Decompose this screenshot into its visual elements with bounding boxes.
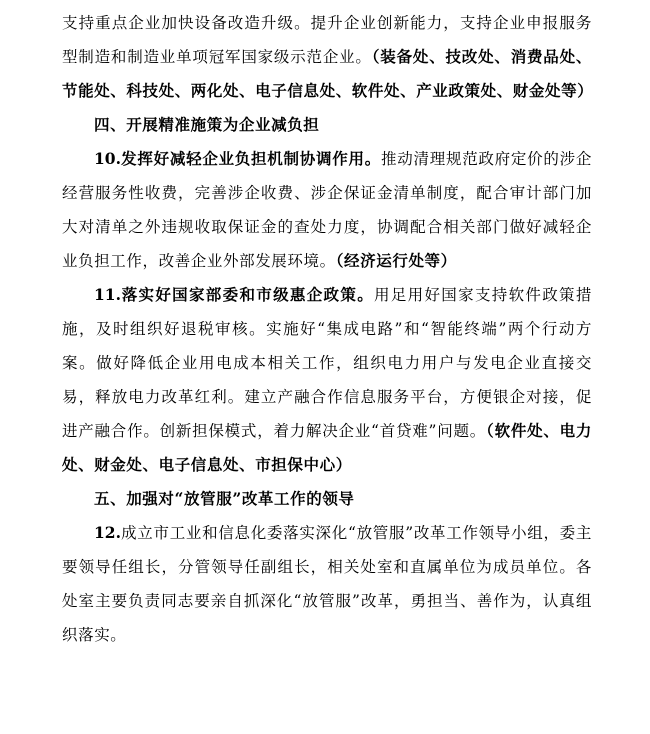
para-11 — [62, 278, 592, 482]
para-10-seg-2: 推动清理规范政府定价的涉企经营服务性收费，完善涉企收费、涉企保证金清单制度，配合审计部门加大对清单之外违规收取保证金的查处力度，协调配合相关部门做好减轻企业负担工作，改善企业外部发展环境。 — [62, 150, 592, 270]
para-10 — [62, 142, 592, 278]
heading-four-seg-0: 四、开展精准施策为企业减负担 — [94, 115, 320, 134]
para-10-seg-1: 发挥好减轻企业负担机制协调作用。 — [120, 149, 381, 168]
para-11-seg-2: 用足用好国家支持软件政策措施，及时组织好退税审核。实施好“集成电路”和“智能终端”两个行动方案。做好降低企业用电成本相关工作，组织电力用户与发电企业直接交易，释放电力改革红利。建立产融合作信息服务平台，方便银企对接，促进产融合作。创新担保模式，着力解决企业“首贷难”问题。 — [62, 286, 592, 440]
para-12-seg-0: 12. — [94, 523, 121, 542]
heading-four — [62, 108, 592, 142]
heading-five — [62, 482, 592, 516]
para-continued-1-seg-1: （装备处、技改处、消费品处、节能处、科技处、两化处、电子信息处、软件处、产业政策处、财金处等） — [62, 47, 594, 100]
para-12 — [62, 516, 592, 652]
para-12-seg-1: 成立市工业和信息化委落实深化“放管服”改革工作领导小组，委主要领导任组长，分管领导任副组长，相关处室和直属单位为成员单位。各处室主要负责同志要亲自抓深化“放管服”改革，勇担当、善作为，认真组织落实。 — [62, 524, 592, 644]
para-10-seg-3: （经济运行处等） — [335, 251, 457, 270]
para-10-seg-0: 10. — [94, 149, 121, 168]
para-11-seg-1: 落实好国家部委和市级惠企政策。 — [120, 285, 375, 304]
heading-five-seg-0: 五、加强对“放管服”改革工作的领导 — [94, 489, 355, 508]
para-continued-1-seg-0: 支持重点企业加快设备改造升级。提升企业创新能力，支持企业申报服务型制造和制造业单项冠军国家级示范企业。 — [62, 14, 592, 66]
para-11-seg-3: （软件处、电力处、财金处、电子信息处、市担保中心） — [62, 421, 592, 474]
para-11-seg-0: 11. — [94, 285, 121, 304]
para-continued-1 — [62, 6, 592, 108]
